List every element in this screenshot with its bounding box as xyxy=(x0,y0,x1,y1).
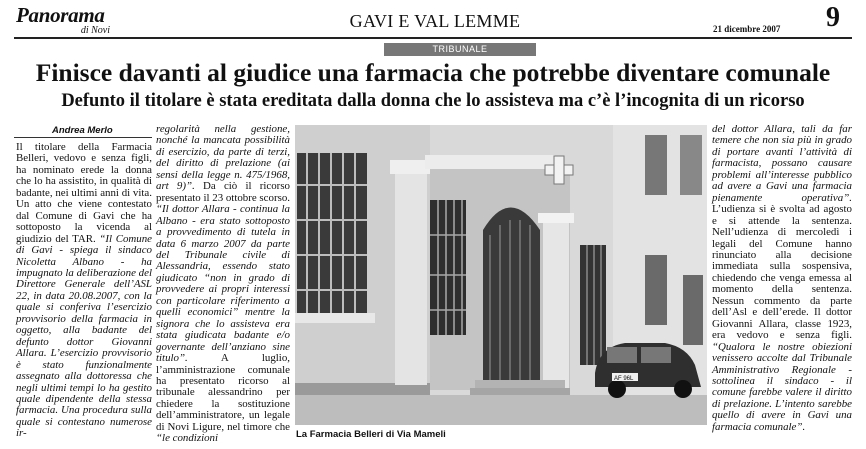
logo-subtitle: di Novi xyxy=(80,25,110,36)
col3-quote-a: del dottor Allara, tali da far temere che non sia più in grado di portare avanti l’attività di farmacista, possano causare problemi all’interesse pubblico ad avere a Gavi una farmacia pienamente operativa”. xyxy=(712,123,852,204)
col3-text-b: L’udienza si è svolta ad agosto e si attende la sentenza. Nell’udienza di mercoledì i legali del Comune hanno rinunciato alla decisione immediata sulla sospensiva, chiedendo che venga emessa al momento della sentenza. Nessun commento da parte dell’Asl e dell’erede. Il dottor Giovanni Allara, classe 1923, era vedovo e senza figli. xyxy=(712,203,852,342)
col2-quote-e: “le condizioni xyxy=(156,432,219,445)
article-column-1 xyxy=(16,142,152,440)
subheadline: Defunto il titolare è stata ereditata dalla donna che lo assisteva ma c’è l’incognita di un ricorso xyxy=(61,91,805,111)
section-title: GAVI E VAL LEMME xyxy=(349,11,521,31)
col2-quote-a: regolarità nella gestione, nonché la mancata possibilità di esercizio, da parte di terzi, del diritto di prelazione (ai sensi della legge n. 475/1968, art 9)”. xyxy=(156,123,290,193)
logo-title: Panorama xyxy=(16,3,105,27)
car-license-plate: AF 96L xyxy=(614,376,634,382)
pharmacy-building-image xyxy=(295,125,707,425)
author-byline: Andrea Merlo xyxy=(52,125,113,136)
page-number: 9 xyxy=(826,2,840,33)
col1-quote-mayor: “Il Comune di Gavi - spiega il sindaco Nicoletta Albano - ha impugnato la deliberazione del Direttore Generale dell’ASL 22, in data 20.08.2007, con la quale si conferiva l’esercizio provvisorio della farmacia in oggetto, alla badante del defunto dottor Giovanni Allara. L’esercizio provvisorio è stato funzionalmente assegnato alla dottoressa che negli ultimi tempi lo ha gestito quale dipendente della stessa farmacia. Una procedura sulla quale si contestano numerose ir- xyxy=(16,232,152,440)
pharmacy-photo xyxy=(295,125,707,425)
article-column-2 xyxy=(156,124,290,445)
article-column-3 xyxy=(712,124,852,433)
headline: Finisce davanti al giudice una farmacia che potrebbe diventare comunale xyxy=(35,58,831,87)
newspaper-logo xyxy=(16,5,134,39)
issue-date: 21 dicembre 2007 xyxy=(713,24,781,34)
col3-quote-c: “Qualora le nostre obiezioni venissero accolte dal Tribunale Amministrativo Regionale - sottolinea il sindaco - il comune farebbe valere il diritto di prelazione. L’intento sarebbe quello di avere in Gavi una farmacia comunale”. xyxy=(712,340,852,433)
byline-divider xyxy=(14,137,152,138)
col2-text-b: Da ciò il ricorso presentato il 23 ottobre scorso. xyxy=(156,180,290,204)
masthead-divider xyxy=(14,37,852,39)
col2-quote-c: “Il dottor Allara - continua la Albano - era stato sottoposto a provvedimento di tutela in data 6 marzo 2007 da parte del Tribunale civile di Alessandria, essendo stato giudicato “non in grado di provvedere ai propri interessi con particolare riferimento a quelli economici” mentre la signora che lo assisteva era stata giudicata badante e/o governante dell’anziano sine titulo”. xyxy=(156,203,290,365)
section-kicker: TRIBUNALE xyxy=(384,43,536,56)
col1-text-a: Il titolare della Farmacia Belleri, vedovo e senza figli, ha nominato erede la donna che lo ha assistito, in qualità di badante, nei ultimi anni di vita. Un atto che viene contestato dal Comune di Gavi che ha sottoposto la vicenda al giudizio del TAR. xyxy=(16,141,152,245)
photo-caption: La Farmacia Belleri di Via Mameli xyxy=(296,429,446,440)
col2-text-d: A luglio, l’amministrazione comunale ha presentato ricorso al tribunale alessandrino per chiedere la sostituzione dell’amministratore, un legale di Novi Ligure, nel timore che xyxy=(156,352,290,433)
